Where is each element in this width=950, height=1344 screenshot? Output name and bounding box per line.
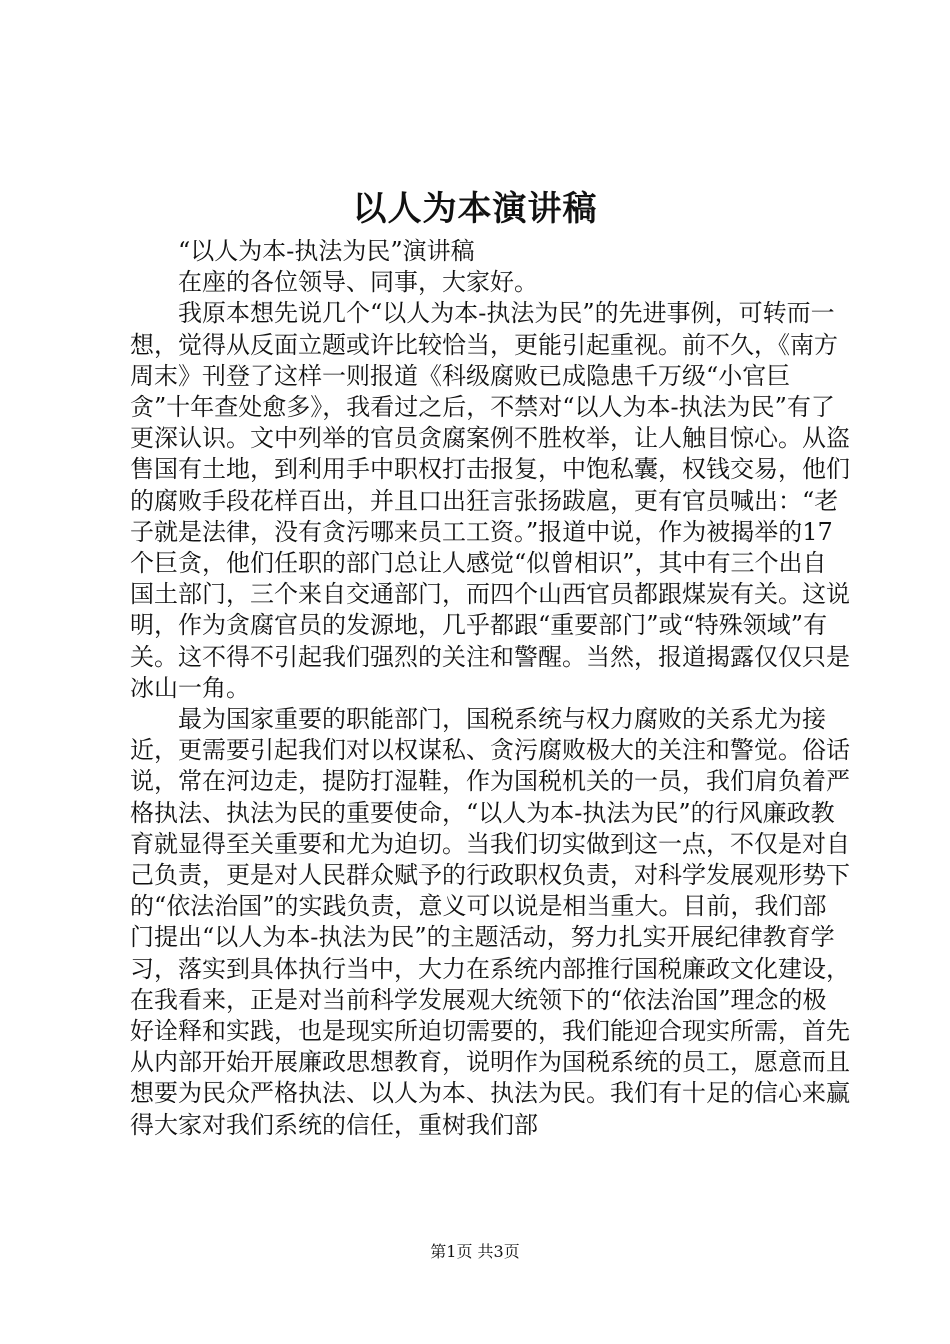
paragraph-body-1: 我原本想先说几个“以人为本-执法为民”的先进事例，可转而一想，觉得从反面立题或许比较恰当，更能引起重视。前不久，《南方周末》刊登了这样一则报道《科级腐败已成隐患千万级“小官巨贪”十年查处愈多》，我看过之后，不禁对“以人为本-执法为民”有了更深认识。文中列举的官员贪腐案例不胜枚举，让人触目惊心。从盗售国有土地，到利用手中职权打击报复，中饱私囊，权钱交易，他们的腐败手段花样百出，并且口出狂言张扬跋扈，更有官员喊出：“老子就是法律，没有贪污哪来员工工资。”报道中说，作为被揭举的17个巨贪，他们任职的部门总让人感觉“似曾相识”，其中有三个出自国土部门，三个来自交通部门，而四个山西官员都跟煤炭有关。这说明，作为贪腐官员的发源地，几乎都跟“重要部门”或“特殊领域”有关。这不得不引起我们强烈的关注和警醒。当然，报道揭露仅仅只是冰山一角。 bbox=[130, 299, 850, 702]
paragraph-heading: “以人为本-执法为民”演讲稿 bbox=[178, 237, 475, 265]
document-body bbox=[130, 236, 850, 1141]
document-title: 以人为本演讲稿 bbox=[352, 189, 598, 229]
page-number-footer: 第1页 共3页 bbox=[430, 1242, 520, 1261]
paragraph-body-2: 最为国家重要的职能部门，国税系统与权力腐败的关系尤为接近，更需要引起我们对以权谋私、贪污腐败极大的关注和警觉。俗话说，常在河边走，提防打湿鞋，作为国税机关的一员，我们肩负着严格执法、执法为民的重要使命，“以人为本-执法为民”的行风廉政教育就显得至关重要和尤为迫切。当我们切实做到这一点，不仅是对自己负责，更是对人民群众赋予的行政职权负责，对科学发展观形势下的“依法治国”的实践负责，意义可以说是相当重大。目前，我们部门提出“以人为本-执法为民”的主题活动，努力扎实开展纪律教育学习，落实到具体执行当中，大力在系统内部推行国税廉政文化建设，在我看来，正是对当前科学发展观大统领下的“依法治国”理念的极好诠释和实践，也是现实所迫切需要的，我们能迎合现实所需，首先从内部开始开展廉政思想教育，说明作为国税系统的员工，愿意而且想要为民众严格执法、以人为本、执法为民。我们有十足的信心来赢得大家对我们系统的信任，重树我们部 bbox=[130, 705, 850, 1139]
paragraph-greeting: 在座的各位领导、同事，大家好。 bbox=[178, 268, 538, 297]
